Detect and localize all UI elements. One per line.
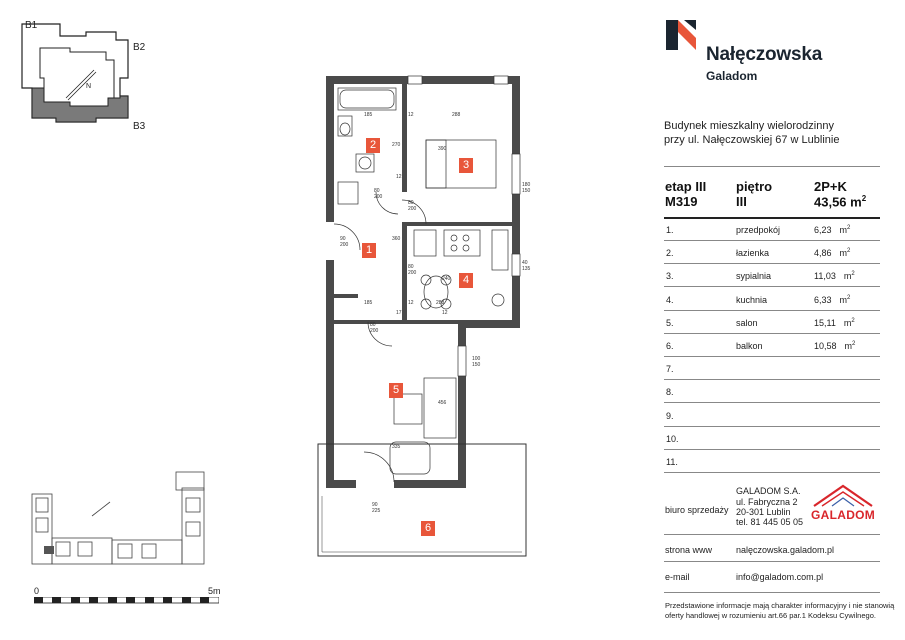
apartment-area-sup: 2 [861,194,867,203]
room-area [814,457,822,467]
room-area-unit: m [844,341,853,351]
dim-wall-a: 12 [408,112,414,118]
room-name: balkon [736,341,763,351]
dim-hall-h: 360 [392,236,401,242]
room-row-divider [664,356,880,357]
sales-street: ul. Fabryczna 2 [736,497,798,507]
room-area [814,364,822,374]
room-area-unit: m [839,248,848,259]
scale-bar [34,597,219,605]
building-line2: przy ul. Nałęczowskiej 67 w Lublinie [664,134,840,146]
key-plan-label-b1: B1 [25,20,38,31]
floor-plan [316,74,536,586]
apartment-area [814,194,866,209]
brand-logo-icon [666,20,696,50]
dim-sal-h: 456 [438,400,447,406]
key-plan-inner [40,48,114,106]
key-plan [16,18,156,136]
disclaimer-line1: Przedstawione informacje mają charakter informacyjny i nie stanowią [665,601,895,610]
scale-start-label: 0 [34,586,40,596]
sales-phone: tel. 81 445 05 05 [736,517,804,527]
floor-value: III [736,194,747,209]
sales-company: GALADOM S.A. [736,486,801,496]
room-no: 1. [666,225,674,235]
dim-bal-door-b: 225 [372,508,381,514]
room-row-divider [664,263,880,264]
room-label-3: 3 [459,158,473,173]
room-area-unit: m [843,271,852,282]
room-area-unit: m [839,225,848,235]
room-area [814,387,822,397]
room-row-divider [664,426,880,427]
room-area-sup: 2 [847,248,851,255]
room-area-unit: m [839,294,848,305]
room-row-divider [664,286,880,287]
room-area-sup: 2 [851,317,855,324]
room-row-divider [664,402,880,403]
web-value[interactable]: nalęczowska.galadom.pl [736,545,835,555]
room-label-6: 6 [421,521,435,536]
room-area [814,271,855,281]
dim-bed-h: 390 [438,146,447,152]
dim-win2: 40 [522,260,528,266]
room-name: sypialnia [736,271,772,282]
room-area-value: 10,58 [814,341,837,351]
dim-door2b: 200 [408,206,417,212]
room-area [814,248,850,258]
disclaimer-line2: oferty handlowej w rozumieniu art.66 par.1 Kodeksu Cywilnego. [665,611,876,620]
galadom-logo-icon [810,482,876,508]
room-no: 7. [666,364,674,375]
brand-name: Nałęczowska [706,44,823,65]
sales-label: biuro sprzedaży [665,505,729,515]
room-area-sup: 2 [847,294,851,301]
dim-win1: 180 [522,182,531,188]
dim-sal-w: 335 [392,444,401,450]
room-area [814,295,850,305]
building-line1: Budynek mieszkalny wielorodzinny [664,120,834,132]
room-row-divider [664,449,880,450]
dim-win2b: 135 [522,266,531,272]
galadom-logo-text: GALADOM [811,508,876,522]
dim-win1b: 150 [522,188,531,194]
dim-kit-door: 80 [408,264,414,270]
dim-bath-w: 185 [364,112,373,118]
dim-win3b: 150 [472,362,481,368]
room-row-divider [664,379,880,380]
dim-hall-w: 185 [364,300,373,306]
room-area-value: 4,86 [814,248,832,259]
room-area-value: 15,11 [814,317,836,328]
room-area-value: 11,03 [814,271,836,282]
brand-sub: Galadom [706,69,758,83]
web-label: strona www [665,545,713,555]
room-no: 11. [666,457,678,467]
site-plan-highlight [44,546,54,554]
room-no: 6. [666,341,674,351]
room-area-sup: 2 [851,271,855,278]
room-no: 5. [666,317,674,328]
dim-wall-b: 12 [396,174,402,180]
room-area [814,434,822,444]
room-label-2: 2 [366,138,380,153]
room-name: kuchnia [736,294,768,305]
dim-door1: 80 [374,188,380,194]
room-area [814,341,855,351]
key-plan-label-b2: B2 [133,42,146,53]
room-row-divider [664,310,880,311]
room-area-unit: m [843,317,852,328]
dim-door1b: 200 [374,194,383,200]
dim-kit-h: 240 [442,276,451,282]
stage-label: etap III [665,179,707,194]
email-label: e-mail [665,572,690,582]
room-area [814,318,855,328]
apartment-area-value: 43,56 [814,194,847,210]
apartment-code: M319 [665,194,698,209]
room-area [814,411,822,421]
room-no: 8. [666,387,674,398]
dim-sal-door: 80 [370,322,376,328]
dim-door2: 80 [408,200,414,206]
sales-city: 20-301 Lublin [736,507,791,517]
dim-wall-c: 12 [408,300,414,306]
room-no: 3. [666,271,674,282]
dim-entry-b: 200 [340,242,349,248]
key-plan-label-b3: B3 [133,121,146,132]
dim-kit-door-b: 200 [408,270,417,276]
room-no: 4. [666,294,674,305]
dim-entry: 90 [340,236,346,242]
room-name: salon [736,317,758,328]
room-no: 10. [666,433,679,444]
room-area-sup: 2 [852,341,856,347]
site-north-arrow [92,502,110,516]
room-label-4: 4 [459,273,473,288]
scale-end-label: 5m [208,586,221,596]
room-row-divider [664,472,880,473]
room-name: łazienka [736,248,770,259]
room-area-value: 6,33 [814,294,832,305]
site-plan [26,468,226,580]
dim-bath-h: 270 [392,142,401,148]
email-value[interactable]: info@galadom.com.pl [736,572,824,582]
room-row-divider [664,333,880,334]
room-area-value: 6,23 [814,225,832,235]
dim-win3: 100 [472,356,481,362]
floor-label: piętro [736,179,773,194]
room-area [814,225,850,235]
key-plan-north: N [86,83,92,90]
apartment-type: 2P+K [814,179,847,194]
room-name: przedpokój [736,225,781,235]
dim-wall-d: 12 [442,310,448,316]
room-area-sup: 2 [847,225,851,231]
room-no: 9. [666,410,674,421]
dim-sal-door-b: 200 [370,328,379,334]
dim-bed-w: 288 [452,112,461,118]
room-row-divider [664,240,880,241]
dim-kit-w: 288 [436,300,445,306]
room-label-5: 5 [389,383,403,398]
dim-bal-door: 90 [372,502,378,508]
dim-sal-wall: 17 [396,310,402,316]
room-label-1: 1 [362,243,376,258]
room-no: 2. [666,248,674,259]
apartment-area-unit: m [850,194,862,210]
